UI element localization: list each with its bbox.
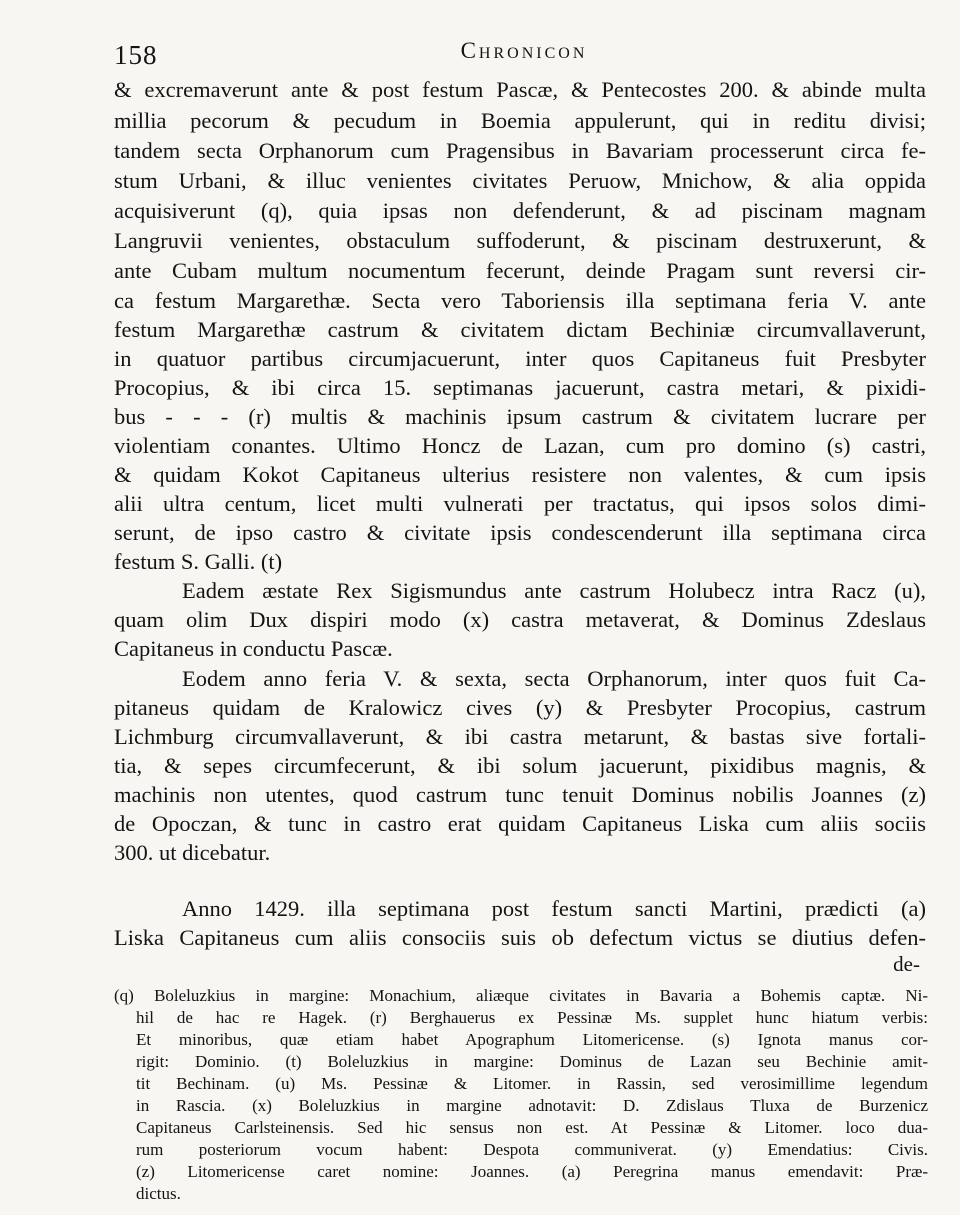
text-line: in quatuor partibus circumjacuerunt, inter quos Capitaneus fuit Presbyter: [114, 346, 926, 371]
text-line: Lichmburg circumvallaverunt, & ibi castra metarunt, & bastas sive fortali-: [114, 724, 926, 749]
text-line: Anno 1429. illa septimana post festum sancti Martini, prædicti (a): [182, 896, 926, 921]
text-line: serunt, de ipso castro & civitate ipsis condescenderunt illa septimana circa: [114, 520, 926, 545]
text-line: & excremaverunt ante & post festum Pascæ, & Pentecostes 200. & abinde multa: [114, 77, 926, 102]
catchword: de-: [893, 952, 920, 976]
footnote-line: rum posteriorum vocum habent: Despota communiverat. (y) Emendatius: Civis.: [136, 1140, 928, 1159]
text-line: violentiam conantes. Ultimo Honcz de Lazan, cum pro domino (s) castri,: [114, 433, 926, 458]
text-line: Eodem anno feria V. & sexta, secta Orphanorum, inter quos fuit Ca-: [182, 666, 926, 691]
text-line: tia, & sepes circumfecerunt, & ibi solum jacuerunt, pixidibus magnis, &: [114, 753, 926, 778]
text-line: Procopius, & ibi circa 15. septimanas jacuerunt, castra metari, & pixidi-: [114, 375, 926, 400]
text-line: festum S. Galli. (t): [114, 549, 283, 574]
text-line: pitaneus quidam de Kralowicz cives (y) & Presbyter Procopius, castrum: [114, 695, 926, 720]
text-line: tandem secta Orphanorum cum Pragensibus in Bavariam processerunt circa fe-: [114, 138, 926, 163]
text-line: Capitaneus in conductu Pascæ.: [114, 636, 393, 661]
text-line: ante Cubam multum nocumentum fecerunt, deinde Pragam sunt reversi cir-: [114, 258, 926, 283]
footnote-line: hil de hac re Hagek. (r) Berghauerus ex Pessinæ Ms. supplet hunc hiatum verbis:: [136, 1008, 928, 1027]
footnote-line: tit Bechinam. (u) Ms. Pessinæ & Litomer. in Rassin, sed verosimillime legendum: [136, 1074, 928, 1093]
text-line: alii ultra centum, licet multi vulnerati per tractatus, qui ipsos solos dimi-: [114, 491, 926, 516]
text-line: acquisiverunt (q), quia ipsas non defenderunt, & ad piscinam magnam: [114, 198, 926, 223]
footnote-line: Et minoribus, quæ etiam habet Apographum Litomericense. (s) Ignota manus cor-: [136, 1030, 928, 1049]
footnote-line: Capitaneus Carlsteinensis. Sed hic sensus non est. At Pessinæ & Litomer. loco dua-: [136, 1118, 928, 1137]
footnote-line: rigit: Dominio. (t) Boleluzkius in margine: Dominus de Lazan seu Bechinie amit-: [136, 1052, 928, 1071]
page-number: 158: [114, 40, 158, 70]
text-line: 300. ut dicebatur.: [114, 840, 271, 865]
text-line: festum Margarethæ castrum & civitatem dictam Bechiniæ circumvallaverunt,: [114, 317, 926, 342]
text-line: machinis non utentes, quod castrum tunc tenuit Dominus nobilis Joannes (z): [114, 782, 926, 807]
text-line: millia pecorum & pecudum in Boemia appulerunt, qui in reditu divisi;: [114, 108, 926, 133]
text-line: quam olim Dux dispiri modo (x) castra metaverat, & Dominus Zdeslaus: [114, 607, 926, 632]
footnote-line: in Rascia. (x) Boleluzkius in margine adnotavit: D. Zdislaus Tluxa de Burzenicz: [136, 1096, 928, 1115]
footnote-line: (q) Boleluzkius in margine: Monachium, aliæque civitates in Bavaria a Bohemis captæ. Ni-: [114, 986, 928, 1005]
text-line: de Opoczan, & tunc in castro erat quidam Capitaneus Liska cum aliis sociis: [114, 811, 926, 836]
text-line: stum Urbani, & illuc venientes civitates Peruow, Mnichow, & alia oppida: [114, 168, 926, 193]
text-line: & quidam Kokot Capitaneus ulterius resistere non valentes, & cum ipsis: [114, 462, 926, 487]
text-line: Eadem æstate Rex Sigismundus ante castrum Holubecz intra Racz (u),: [182, 578, 926, 603]
running-head: Chronicon: [460, 38, 588, 63]
text-line: ca festum Margarethæ. Secta vero Taboriensis illa septimana feria V. ante: [114, 288, 926, 313]
footnote-line: dictus.: [136, 1184, 181, 1203]
text-line: Liska Capitaneus cum aliis consociis suis ob defectum victus se diutius defen-: [114, 925, 926, 950]
text-line: bus - - - (r) multis & machinis ipsum castrum & civitatem lucrare per: [114, 404, 926, 429]
text-line: Langruvii venientes, obstaculum suffoderunt, & piscinam destruxerunt, &: [114, 228, 926, 253]
footnote-line: (z) Litomericense caret nomine: Joannes. (a) Peregrina manus emendavit: Præ-: [136, 1162, 928, 1181]
